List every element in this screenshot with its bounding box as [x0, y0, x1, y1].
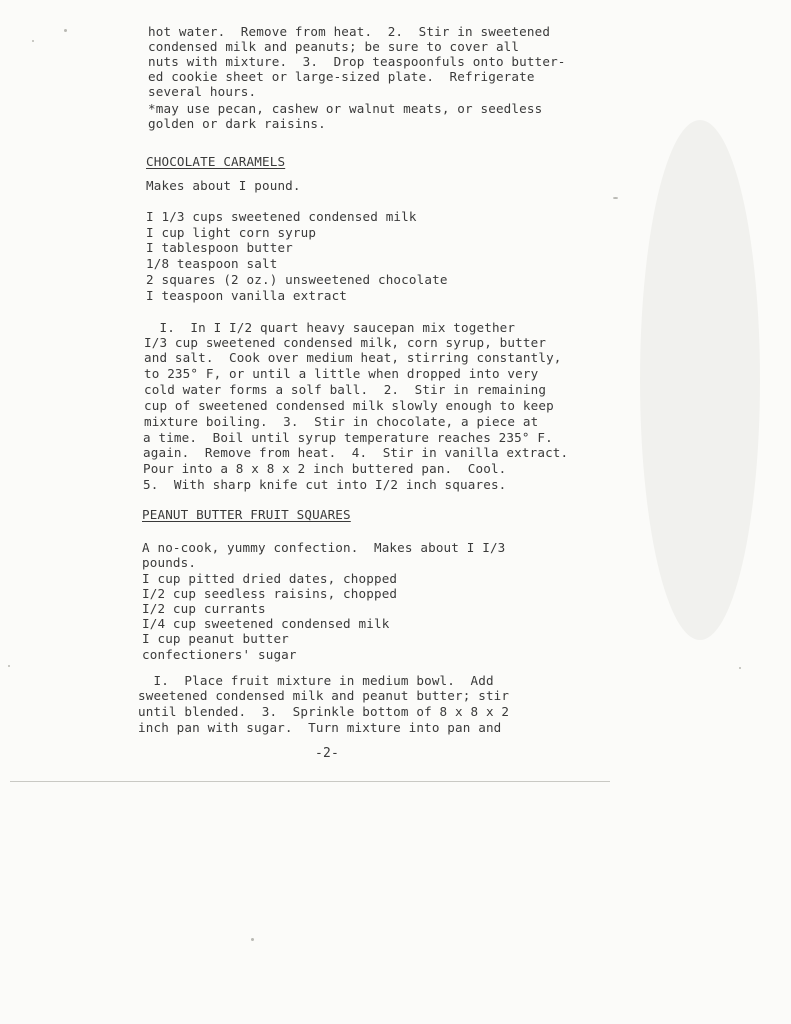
direction-line: and salt. Cook over medium heat, stirring constantly,: [144, 350, 562, 365]
ingredient-item: confectioners' sugar: [142, 647, 297, 662]
recipe-yield: Makes about I pound.: [146, 178, 301, 193]
ingredient-item: I/2 cup seedless raisins, chopped: [142, 586, 398, 601]
recipe-yield: A no-cook, yummy confection. Makes about I I/3: [142, 540, 506, 555]
direction-line: to 235° F, or until a little when dropped into very: [144, 366, 539, 381]
intro-line: *may use pecan, cashew or walnut meats, or seedless: [148, 101, 543, 116]
ingredient-item: 1/8 teaspoon salt: [146, 256, 278, 271]
ingredient-item: I 1/3 cups sweetened condensed milk: [146, 209, 417, 224]
ingredient-item: I/4 cup sweetened condensed milk: [142, 616, 390, 631]
scan-fold-line: [10, 781, 610, 782]
scan-speck: [8, 665, 10, 667]
intro-line: golden or dark raisins.: [148, 116, 326, 131]
ingredient-item: I tablespoon butter: [146, 240, 293, 255]
direction-line: 5. With sharp knife cut into I/2 inch squares.: [143, 477, 507, 492]
intro-line: condensed milk and peanuts; be sure to cover all: [148, 39, 520, 54]
ingredient-item: I/2 cup currants: [142, 601, 266, 616]
scan-speck: [739, 667, 741, 669]
intro-line: ed cookie sheet or large-sized plate. Refrigerate: [148, 69, 535, 84]
recipe-title: PEANUT BUTTER FRUIT SQUARES: [142, 507, 351, 522]
recipe-yield: pounds.: [142, 555, 197, 570]
page-number: -2-: [315, 746, 339, 761]
ingredient-item: 2 squares (2 oz.) unsweetened chocolate: [146, 272, 448, 287]
direction-line: until blended. 3. Sprinkle bottom of 8 x 8 x 2: [138, 704, 510, 719]
direction-line: I/3 cup sweetened condensed milk, corn syrup, butter: [144, 335, 547, 350]
direction-line: a time. Boil until syrup temperature reaches 235° F.: [143, 430, 553, 445]
direction-line: I. In I I/2 quart heavy saucepan mix together: [144, 320, 516, 335]
ingredient-item: I cup light corn syrup: [146, 225, 317, 240]
direction-line: Pour into a 8 x 8 x 2 inch buttered pan. Cool.: [143, 461, 507, 476]
scan-speck: [32, 40, 34, 42]
direction-line: cup of sweetened condensed milk slowly enough to keep: [144, 398, 554, 413]
recipe-title: CHOCOLATE CARAMELS: [146, 154, 286, 169]
ingredient-item: I teaspoon vanilla extract: [146, 288, 348, 303]
direction-line: inch pan with sugar. Turn mixture into pan and: [138, 720, 502, 735]
direction-line: mixture boiling. 3. Stir in chocolate, a piece at: [144, 414, 539, 429]
ingredient-item: I cup peanut butter: [142, 631, 289, 646]
direction-line: cold water forms a solf ball. 2. Stir in remaining: [144, 382, 547, 397]
scan-smudge: [640, 120, 760, 640]
direction-line: I. Place fruit mixture in medium bowl. Add: [138, 673, 494, 688]
scan-speck: [64, 29, 67, 32]
scan-speck: [251, 938, 254, 941]
intro-line: hot water. Remove from heat. 2. Stir in sweetened: [148, 24, 551, 39]
ingredient-item: I cup pitted dried dates, chopped: [142, 571, 398, 586]
scan-speck: [613, 197, 618, 199]
direction-line: again. Remove from heat. 4. Stir in vanilla extract.: [143, 445, 569, 460]
intro-line: several hours.: [148, 84, 257, 99]
direction-line: sweetened condensed milk and peanut butter; stir: [138, 688, 510, 703]
intro-line: nuts with mixture. 3. Drop teaspoonfuls onto butter-: [148, 54, 566, 69]
